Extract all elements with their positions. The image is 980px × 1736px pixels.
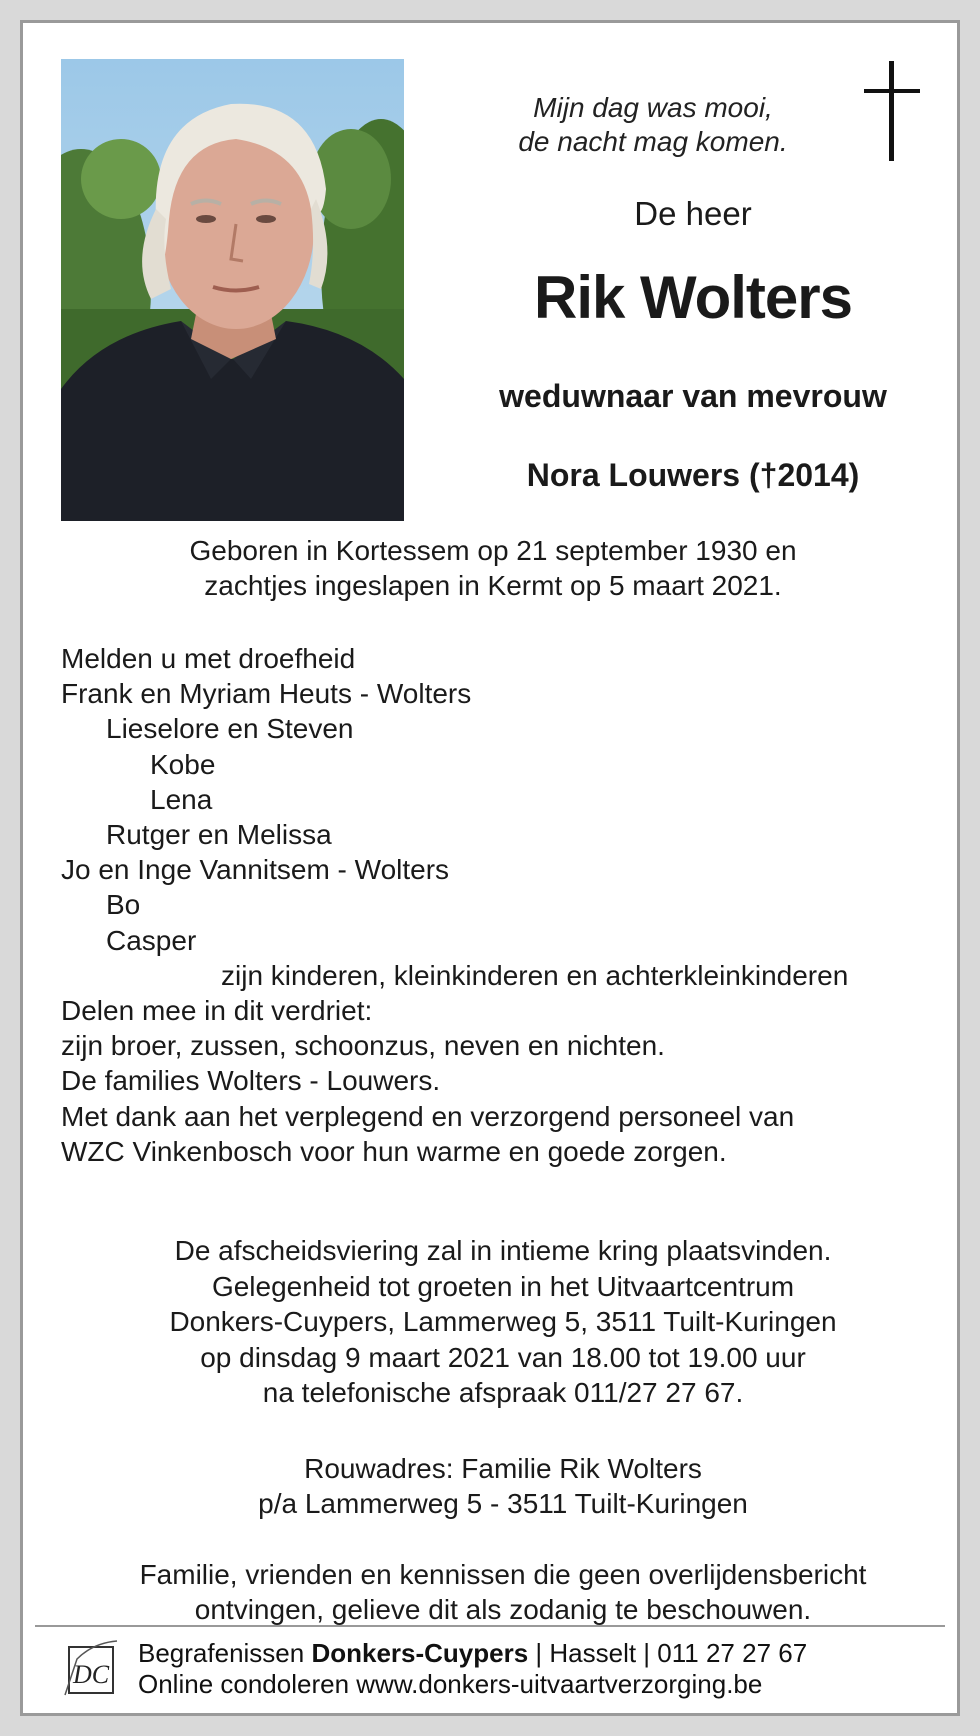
ceremony-line: op dinsdag 9 maart 2021 van 18.00 tot 19.00 uur [200, 1341, 806, 1373]
family-line: zijn kinderen, kleinkinderen en achterkleinkinderen [221, 959, 849, 991]
website-link[interactable]: www.donkers-uitvaartverzorging.be [356, 1669, 763, 1699]
ceremony-info [63, 1233, 943, 1411]
funeral-home-footer [138, 1638, 938, 1700]
address-line: p/a Lammerweg 5 - 3511 Tuilt-Kuringen [258, 1488, 748, 1519]
family-line: De families Wolters - Louwers. [61, 1065, 441, 1097]
family-line: Jo en Inge Vannitsem - Wolters [61, 854, 450, 886]
family-list [61, 641, 941, 1169]
ceremony-line: Gelegenheid tot groeten in het Uitvaartcentrum [211, 1270, 795, 1302]
logo-text: DC [72, 1660, 110, 1689]
verse-line: de nacht mag komen. [518, 126, 788, 157]
footer-phone[interactable]: 011 27 27 67 [657, 1638, 808, 1668]
condolence-label: Online condoleren [138, 1669, 357, 1699]
family-line: Bo [106, 889, 141, 921]
family-line: Kobe [150, 748, 216, 780]
funeral-home-line [138, 1638, 938, 1669]
family-line: Melden u met droefheid [61, 643, 356, 674]
honorific: De heer [634, 195, 752, 232]
ceremony-line: Donkers-Cuypers, Lammerweg 5, 3511 Tuilt-Kuringen [169, 1306, 837, 1337]
footer-city: | Hasselt | [528, 1638, 658, 1668]
funeral-home-logo-icon [63, 1639, 119, 1697]
memorial-verse [453, 91, 853, 159]
verse-line: Mijn dag was mooi, [533, 92, 773, 123]
date-line: Geboren in Kortessem op 21 september 1930 en [189, 535, 797, 566]
footer-prefix: Begrafenissen [138, 1638, 312, 1668]
mourning-address [63, 1451, 943, 1521]
spouse-label: weduwnaar van mevrouw [499, 378, 887, 414]
family-line: Frank en Myriam Heuts - Wolters [61, 678, 472, 710]
portrait-photo [61, 59, 404, 521]
ceremony-line: na telefonische afspraak 011/27 27 67. [262, 1377, 744, 1408]
deceased-name: Rik Wolters [534, 264, 852, 331]
date-line: zachtjes ingeslapen in Kermt op 5 maart 2021. [204, 570, 782, 601]
family-line: WZC Vinkenbosch voor hun warme en goede zorgen. [61, 1135, 727, 1167]
life-dates [83, 533, 903, 603]
closing-line: ontvingen, gelieve dit als zodanig te beschouwen. [194, 1594, 812, 1625]
family-line: Delen mee in dit verdriet: [61, 995, 373, 1027]
family-line: Lena [150, 783, 213, 815]
ceremony-line: De afscheidsviering zal in intieme kring plaatsvinden. [174, 1235, 832, 1266]
cross-icon [864, 61, 920, 161]
family-line: Met dank aan het verplegend en verzorgend personeel van [61, 1100, 795, 1132]
spouse-name: Nora Louwers (†2014) [526, 457, 860, 493]
footer-divider [35, 1625, 945, 1627]
address-line: Rouwadres: Familie Rik Wolters [304, 1453, 702, 1484]
funeral-home-name: Donkers-Cuypers [311, 1638, 529, 1668]
family-line: Lieselore en Steven [106, 713, 354, 745]
condolence-line [138, 1669, 938, 1700]
closing-note [63, 1557, 943, 1627]
family-line: Rutger en Melissa [106, 819, 332, 851]
closing-line: Familie, vrienden en kennissen die geen overlijdensbericht [139, 1559, 867, 1590]
family-line: zijn broer, zussen, schoonzus, neven en nichten. [61, 1030, 665, 1062]
obituary-card [20, 20, 960, 1716]
family-line: Casper [106, 924, 197, 956]
